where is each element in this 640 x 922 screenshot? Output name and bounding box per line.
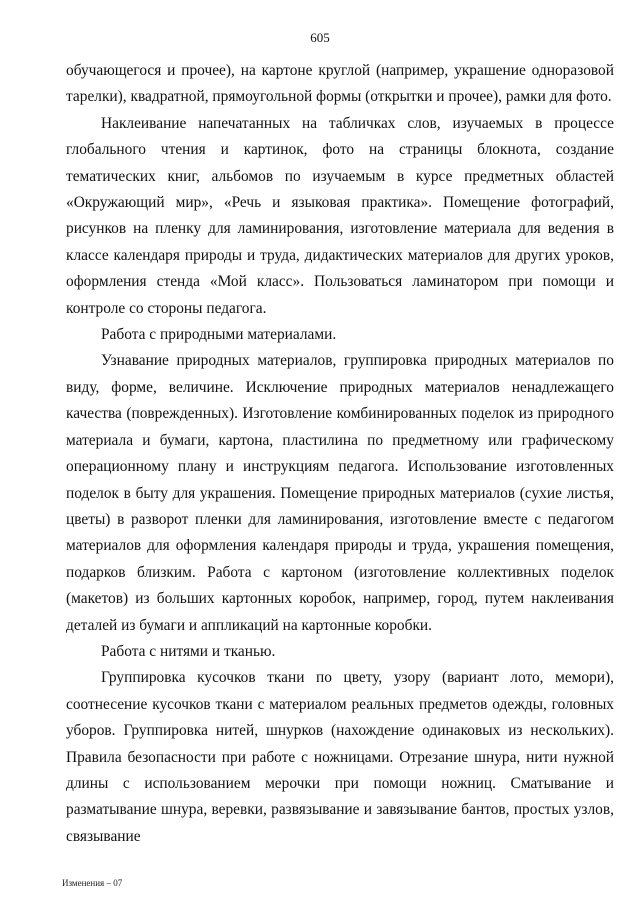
paragraph-laminating: Наклеивание напечатанных на табличках слов, изучаемых в процессе глобального чтения и картинок, фото на страницы блокнота, создание тематических книг, альбомов по изучаемым в курсе предметных областей «Окружающий мир», «Речь и языковая практика». Помещение фотографий, рисунков на пленку для ламинирования, изготовление материала для ведения в классе календаря природы и труда, дидактических материалов для других уроков, оформления стенда «Мой класс». Пользоваться ламинатором при помощи и контроле со стороны педагога. <box>66 114 614 317</box>
page-number: 605 <box>310 30 330 45</box>
paragraph-natural-materials: Узнавание природных материалов, группировка природных материалов по виду, форме, величине. Исключение природных материалов ненадлежащего качества (поврежденных). Изготовление комбинированных поделок из природного материала и бумаги, картона, пластилина по предметному или графическому операционному плану и инструкциям педагога. Использование изготовленных поделок в быту для украшения. Помещение природных материалов (сухие листья, цветы) в разворот пленки для ламинирования, изготовление вместе с педагогом материалов для оформления календаря природы и труда, украшения помещения, подарков близким. Работа с картоном (изготовление коллективных поделок (макетов) из больших картонных коробок, например, город, путем наклеивания деталей из бумаги и аппликаций на картонные коробки. <box>66 352 614 634</box>
footer-revision: Изменения – 07 <box>62 878 123 888</box>
document-body <box>66 58 614 850</box>
paragraph-continuation: обучающегося и прочее), на картоне круглой (например, украшение одноразовой тарелки), квадратной, прямоугольной формы (открытки и прочее), рамки для фото. <box>66 62 614 106</box>
paragraph-threads-fabric: Группировка кусочков ткани по цвету, узору (вариант лото, мемори), соотнесение кусочков ткани с материалом реальных предметов одежды, головных уборов. Группировка нитей, шнурков (нахождение одинаковых из нескольких). Правила безопасности при работе с ножницами. Отрезание шнура, нити нужной длины с использованием мерочки при помощи ножниц. Сматывание и разматывание шнура, веревки, развязывание и завязывание бантов, простых узлов, связывание <box>66 669 614 845</box>
section-heading-natural-materials: Работа с природными материалами. <box>101 326 337 344</box>
section-heading-threads-fabric: Работа с нитями и тканью. <box>101 642 276 660</box>
